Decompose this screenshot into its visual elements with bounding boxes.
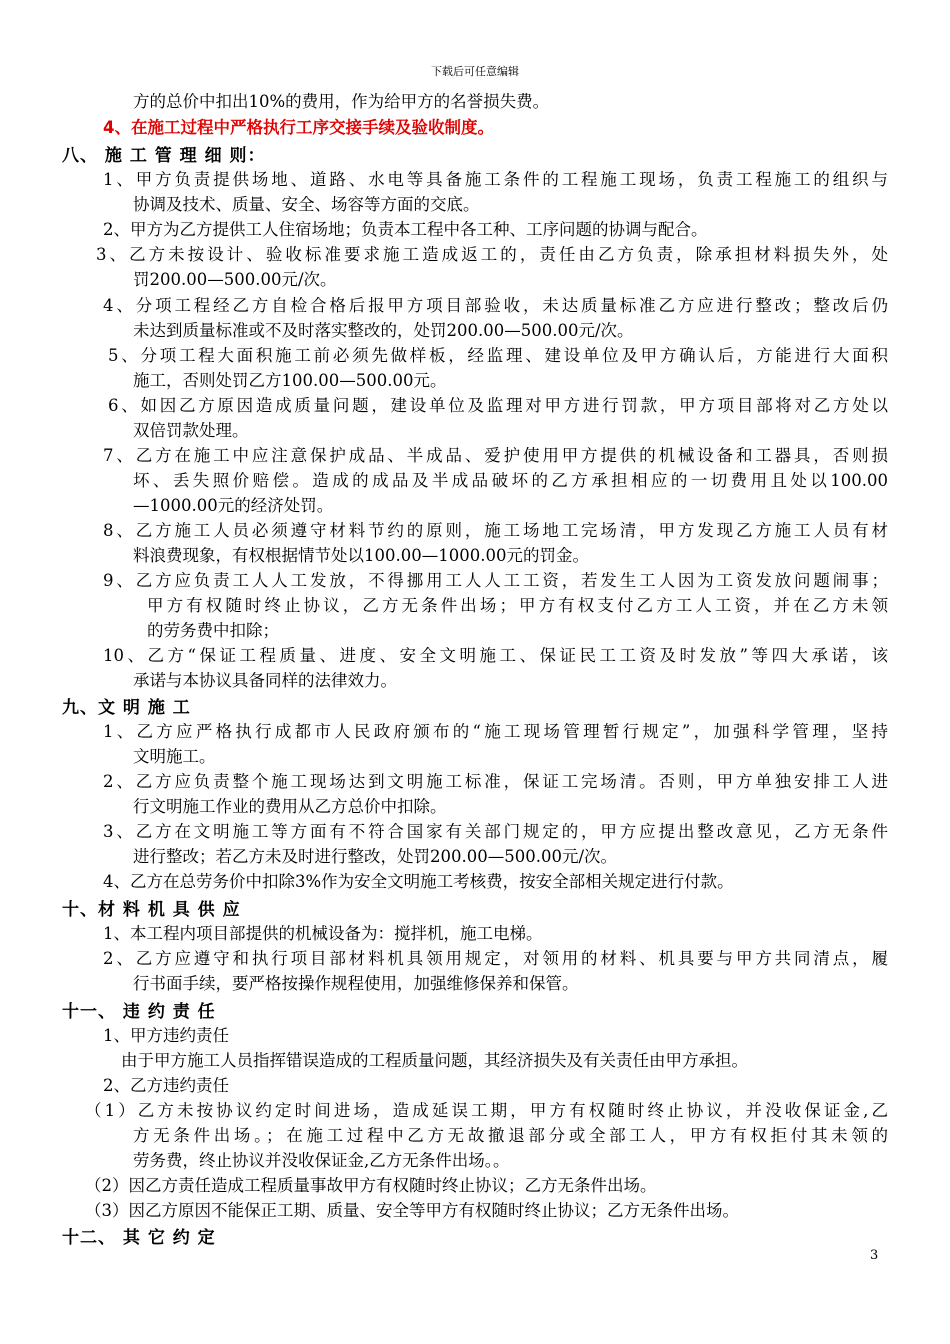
- text-line: 方的总价中扣出10%的费用，作为给甲方的名誉损失费。: [133, 92, 550, 111]
- text-line: 10、乙方“保证工程质量、进度、安全文明施工、保证民工工资及时发放”等四大承诺，该: [103, 646, 888, 665]
- text-line: 8、乙方施工人员必须遵守材料节约的原则，施工场地工完场清，甲方发现乙方施工人员有材: [103, 521, 888, 540]
- text-line: 1、甲方负责提供场地、道路、水电等具备施工条件的工程施工现场，负责工程施工的组织与: [103, 170, 888, 189]
- text-line: 的劳务费中扣除；: [147, 621, 279, 640]
- text-line: 行书面手续，要严格按操作规程使用，加强维修保养和保管。: [133, 974, 579, 993]
- page-header: 下载后可任意编辑: [431, 65, 519, 78]
- text-line: 劳务费，终止协议并没收保证金,乙方无条件出场。。: [133, 1151, 510, 1170]
- text-line: 1、乙方应严格执行成都市人民政府颁布的“施工现场管理暂行规定”，加强科学管理，坚持: [103, 722, 888, 741]
- text-line: 5、分项工程大面积施工前必须先做样板，经监理、建设单位及甲方确认后，方能进行大面积: [108, 346, 888, 365]
- text-line: 6、如因乙方原因造成质量问题，建设单位及监理对甲方进行罚款，甲方项目部将对乙方处以: [108, 396, 888, 415]
- section-heading: 十、材 料 机 具 供 应: [62, 900, 241, 920]
- text-line: 4、在施工过程中严格执行工序交接手续及验收制度。: [103, 118, 494, 137]
- text-line: 2、乙方应负责整个施工现场达到文明施工标准，保证工完场清。否则，甲方单独安排工人进: [103, 772, 888, 791]
- text-line: 2、乙方应遵守和执行项目部材料机具领用规定，对领用的材料、机具要与甲方共同清点，履: [103, 949, 888, 968]
- text-line: 行文明施工作业的费用从乙方总价中扣除。: [133, 797, 447, 816]
- text-line: 1、本工程内项目部提供的机械设备为：搅拌机，施工电梯。: [103, 924, 543, 943]
- text-line: 方无条件出场。；在施工过程中乙方无故撤退部分或全部工人，甲方有权拒付其未领的: [133, 1126, 888, 1145]
- text-line: —1000.00元的经济处罚。: [133, 496, 334, 515]
- text-line: 7、乙方在施工中应注意保护成品、半成品、爱护使用甲方提供的机械设备和工器具，否则损: [103, 446, 888, 465]
- text-line: 3、乙方在文明施工等方面有不符合国家有关部门规定的，甲方应提出整改意见，乙方无条件: [103, 822, 888, 841]
- text-line: 1、甲方违约责任: [103, 1026, 229, 1045]
- text-line: 料浪费现象，有权根据情节处以100.00—1000.00元的罚金。: [133, 546, 589, 565]
- text-line: 罚200.00—500.00元/次。: [133, 270, 337, 289]
- text-line: 协调及技术、质量、安全、场容等方面的交底。: [133, 195, 480, 214]
- text-line: 3、乙方未按设计、验收标准要求施工造成返工的，责任由乙方负责，除承担材料损失外，处: [96, 245, 888, 264]
- text-line: （2）因乙方责任造成工程质量事故甲方有权随时终止协议；乙方无条件出场。: [85, 1176, 657, 1195]
- text-line: 坏、丢失照价赔偿。造成的成品及半成品破坏的乙方承担相应的一切费用且处以100.00: [133, 471, 888, 490]
- text-line: 2、乙方违约责任: [103, 1076, 229, 1095]
- text-line: 甲方有权随时终止协议，乙方无条件出场；甲方有权支付乙方工人工资，并在乙方未领: [147, 596, 888, 615]
- text-line: 承诺与本协议具备同样的法律效力。: [133, 671, 397, 690]
- section-heading: 九、文 明 施 工: [62, 698, 191, 718]
- page-number: 3: [870, 1248, 879, 1263]
- text-line: 双倍罚款处理。: [133, 421, 249, 440]
- text-line: （3）因乙方原因不能保正工期、质量、安全等甲方有权随时终止协议；乙方无条件出场。: [85, 1201, 739, 1220]
- text-line: 9、乙方应负责工人人工发放，不得挪用工人人工工资，若发生工人因为工资发放问题闹事；: [103, 571, 888, 590]
- text-line: 2、甲方为乙方提供工人住宿场地；负责本工程中各工种、工序问题的协调与配合。: [103, 220, 708, 239]
- text-line: 施工，否则处罚乙方100.00—500.00元。: [133, 371, 447, 390]
- section-heading: 十二、 其 它 约 定: [62, 1228, 216, 1248]
- text-line: 4、分项工程经乙方自检合格后报甲方项目部验收，未达质量标准乙方应进行整改；整改后仍: [103, 296, 888, 315]
- text-line: 进行整改；若乙方未及时进行整改，处罚200.00—500.00元/次。: [133, 847, 618, 866]
- section-heading: 十一、 违 约 责 任: [62, 1002, 216, 1022]
- text-line: 文明施工。: [133, 747, 216, 766]
- text-line: 4、乙方在总劳务价中扣除3%作为安全文明施工考核费，按安全部相关规定进行付款。: [103, 872, 734, 891]
- text-line: 由于甲方施工人员指挥错误造成的工程质量问题，其经济损失及有关责任由甲方承担。: [121, 1051, 748, 1070]
- section-heading: 八、 施 工 管 理 细 则：: [62, 146, 266, 166]
- text-line: 未达到质量标准或不及时落实整改的，处罚200.00—500.00元/次。: [133, 321, 634, 340]
- text-line: （1）乙方未按协议约定时间进场，造成延误工期，甲方有权随时终止协议，并没收保证金,乙: [85, 1101, 888, 1120]
